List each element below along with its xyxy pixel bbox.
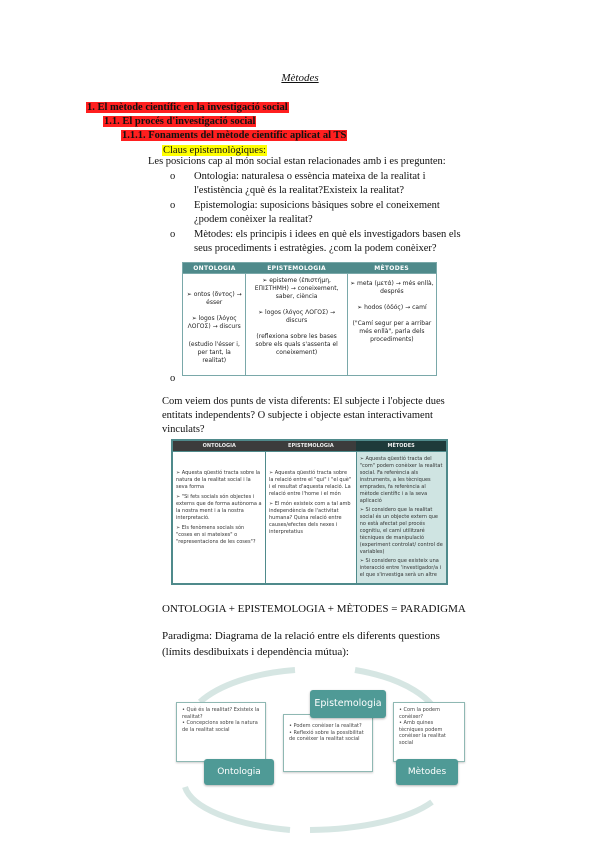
bullet-metodes: o Mètodes: els principis i idees en què els investigadors basen els seus procediments i estratègies. ¿com la podem conèixer? [170,229,461,254]
table1-header-metodes: MÈTODES [347,263,436,274]
concept-table [171,439,448,585]
question-text: Com veiem dos punts de vista diferents: El subjecte i l'objecte dues entitats independents? O subjecte i objecte estan interactivament vinculats? [162,396,445,435]
table2-cell-metodes: ➢ Aquesta qüestió tracta del "com" podem conèixer la realitat social. Fa referència als instruments, a les tècniques emprades, fa referència al mètode científic i a la seva aplicació ➢ Si considero que la realitat social és un objecte extern que no està afectat pel procés cognitiu, el camí utilitzaré tècniques de manipulació (experiment controlat/ control de variables) ➢ Si considero que existeix una interacció entre 'investigador/a i el que s'investiga serà un altre [356,452,447,585]
table1-cell-epistemologia: ➢ episteme (ἐπιστήμη, ΕΠΙΣΤΗΜΗ) → coneixement, saber, ciència ➢ logos (λόγος ΛΟΓΟΣ) → discurs (reflexiona sobre les bases sobre els quals s'assenta el coneixement) [246,274,347,376]
table1-cell-ontologia: ➢ ontos (ὄντος) → ésser ➢ logos (λόγος ΛΟΓΟΣ) → discurs (estudio l'ésser i, per tant, la realitat) [183,274,246,376]
table2-cell-ontologia: ➢ Aquesta qüestió tracta sobre la natura de la realitat social i la seva forma ➢ "Si fets socials són objectes i externs que de forma autònoma a la nostra ment i a la nostra interpretació. ➢ Els fenòmens socials són "coses en si mateixes" o "representacions de les coses"? [172,452,266,585]
heading-3: 1.1.1. Fonaments del mètode científic aplicat al TS [122,130,347,141]
metodes-card: • Com la podem conèixer? • Amb quines tècniques podem conèixer la realitat social [393,702,465,762]
arrow-top-left [200,670,295,702]
heading-2: 1.1. El procés d'investigació social [104,116,256,127]
bullet-epistemologia: o Epistemologia: suposicions bàsiques sobre el coneixement ¿podem conèixer la realitat? [170,200,440,225]
ontologia-card: • Què és la realitat? Existeix la realitat? • Concepcions sobre la natura de la realitat social [176,702,266,762]
table2-cell-epistemologia: ➢ Aquesta qüestió tracta sobre la relació entre el "qui" i "el què" i el resultat d'aquesta relació. La relació entre l'home i el món ➢ El món existeix com a tal amb independència de l'activitat humana? Quina relació entre causes/efectes dels nexes i interpretatius [266,452,357,585]
table2-header-metodes: MÈTODES [356,440,447,452]
table1-header-ontologia: ONTOLOGIA [183,263,246,274]
claus-label: Claus epistemològiques: [163,145,266,156]
etymology-table [182,262,437,376]
paradigma-formula: ONTOLOGIA + EPISTEMOLOGIA + MÈTODES = PARADIGMA [162,603,466,615]
ontologia-pill: Ontologia [204,759,274,785]
table2-header-ontologia: ONTOLOGIA [172,440,266,452]
bullet-ontologia: o Ontologia: naturalesa o essència mateixa de la realitat i l'estistència ¿què és la realitat?Existeix la realitat? [170,171,426,196]
table1-header-epistemologia: EPISTEMOLOGIA [246,263,347,274]
table1-cell-metodes: ➢ meta (μετά) → més enllà, després ➢ hodos (ὁδός) → camí ("Camí segur per a arribar més enllà", parla dels procediments) [347,274,436,376]
page-title: Mètodes [281,72,319,84]
epistemologia-pill: Epistemologia [310,690,386,718]
paradigma-diagram [160,662,460,834]
heading-1: 1. El mètode científic en la investigació social [87,102,288,113]
metodes-pill: Mètodes [396,759,458,785]
arrow-bottom-left [185,787,290,830]
intro-text: Les posicions cap al món social estan relacionades amb i es pregunten: [148,156,446,167]
empty-bullet: o [170,373,176,384]
paradigma-description: Paradigma: Diagrama de la relació entre els diferents questions (límits desdibuixats i dependència mútua): [162,630,440,658]
arrow-bottom-right [310,802,432,830]
table2-header-epistemologia: EPISTEMOLOGIA [266,440,357,452]
epistemologia-card: • Podem conèixer la realitat? • Reflexió sobre la possibilitat de conèixer la realitat social [283,714,373,772]
